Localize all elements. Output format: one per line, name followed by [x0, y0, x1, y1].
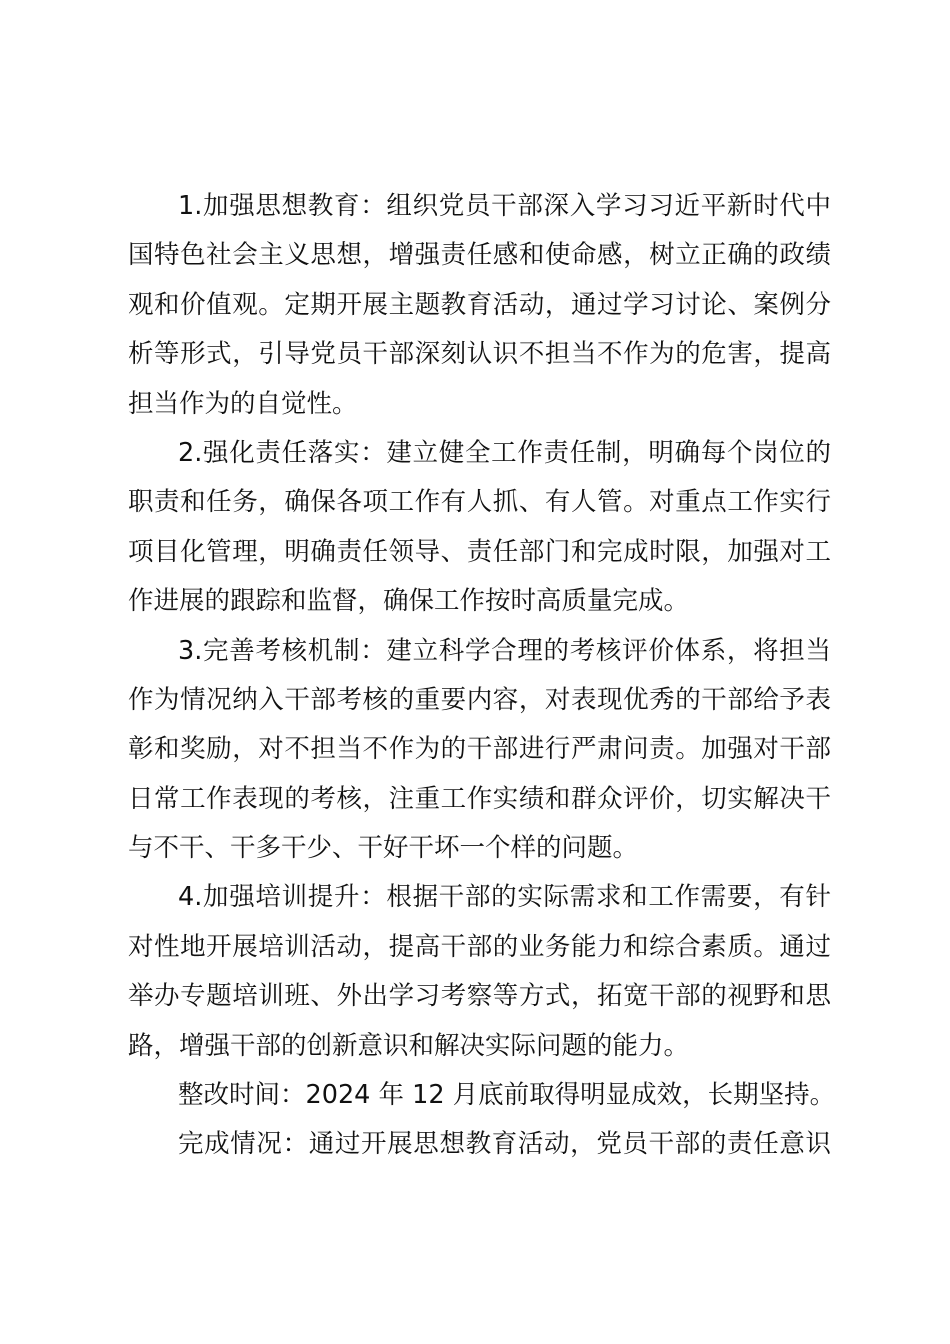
paragraph-training [128, 873, 831, 1071]
text-line: 担当作为的自觉性。 [128, 388, 358, 419]
text-line: 路，增强干部的创新意识和解决实际问题的能力。 [128, 1030, 690, 1061]
text-line: 作进展的跟踪和监督，确保工作按时高质量完成。 [128, 586, 690, 617]
text-line: 国特色社会主义思想，增强责任感和使命感，树立正确的政绩 [128, 240, 831, 271]
paragraph-deadline [128, 1071, 836, 1120]
paragraph-thought-education [128, 182, 831, 429]
text-line: 与不干、干多干少、干好干坏一个样的问题。 [128, 833, 639, 864]
text-line: 职责和任务，确保各项工作有人抓、有人管。对重点工作实行 [128, 487, 831, 518]
text-line: 彰和奖励，对不担当不作为的干部进行严肃问责。加强对干部 [128, 734, 831, 765]
text-line: 1.加强思想教育：组织党员干部深入学习习近平新时代中 [178, 191, 831, 221]
paragraph-responsibility [128, 429, 831, 627]
text-line: 4.加强培训提升：根据干部的实际需求和工作需要，有针 [178, 882, 831, 913]
text-line: 观和价值观。定期开展主题教育活动，通过学习讨论、案例分 [128, 289, 831, 320]
text-line: 析等形式，引导党员干部深刻认识不担当不作为的危害，提高 [128, 339, 831, 370]
text-line: 举办专题培训班、外出学习考察等方式，拓宽干部的视野和思 [128, 981, 831, 1012]
text-line: 3.完善考核机制：建立科学合理的考核评价体系，将担当 [178, 635, 831, 666]
text-line: 作为情况纳入干部考核的重要内容，对表现优秀的干部给予表 [128, 684, 831, 715]
text-line: 项目化管理，明确责任领导、责任部门和完成时限，加强对工 [128, 536, 831, 567]
text-line: 对性地开展培训活动，提高干部的业务能力和综合素质。通过 [128, 931, 831, 962]
text-line: 完成情况：通过开展思想教育活动，党员干部的责任意识 [178, 1129, 831, 1160]
paragraph-completion-status [128, 1120, 831, 1169]
text-line: 日常工作表现的考核，注重工作实绩和群众评价，切实解决干 [128, 783, 831, 814]
text-line: 整改时间：2024 年 12 月底前取得明显成效，长期坚持。 [178, 1080, 836, 1111]
document-page [128, 182, 836, 1170]
paragraph-assessment [128, 627, 831, 874]
text-line: 2.强化责任落实：建立健全工作责任制，明确每个岗位的 [178, 437, 831, 468]
